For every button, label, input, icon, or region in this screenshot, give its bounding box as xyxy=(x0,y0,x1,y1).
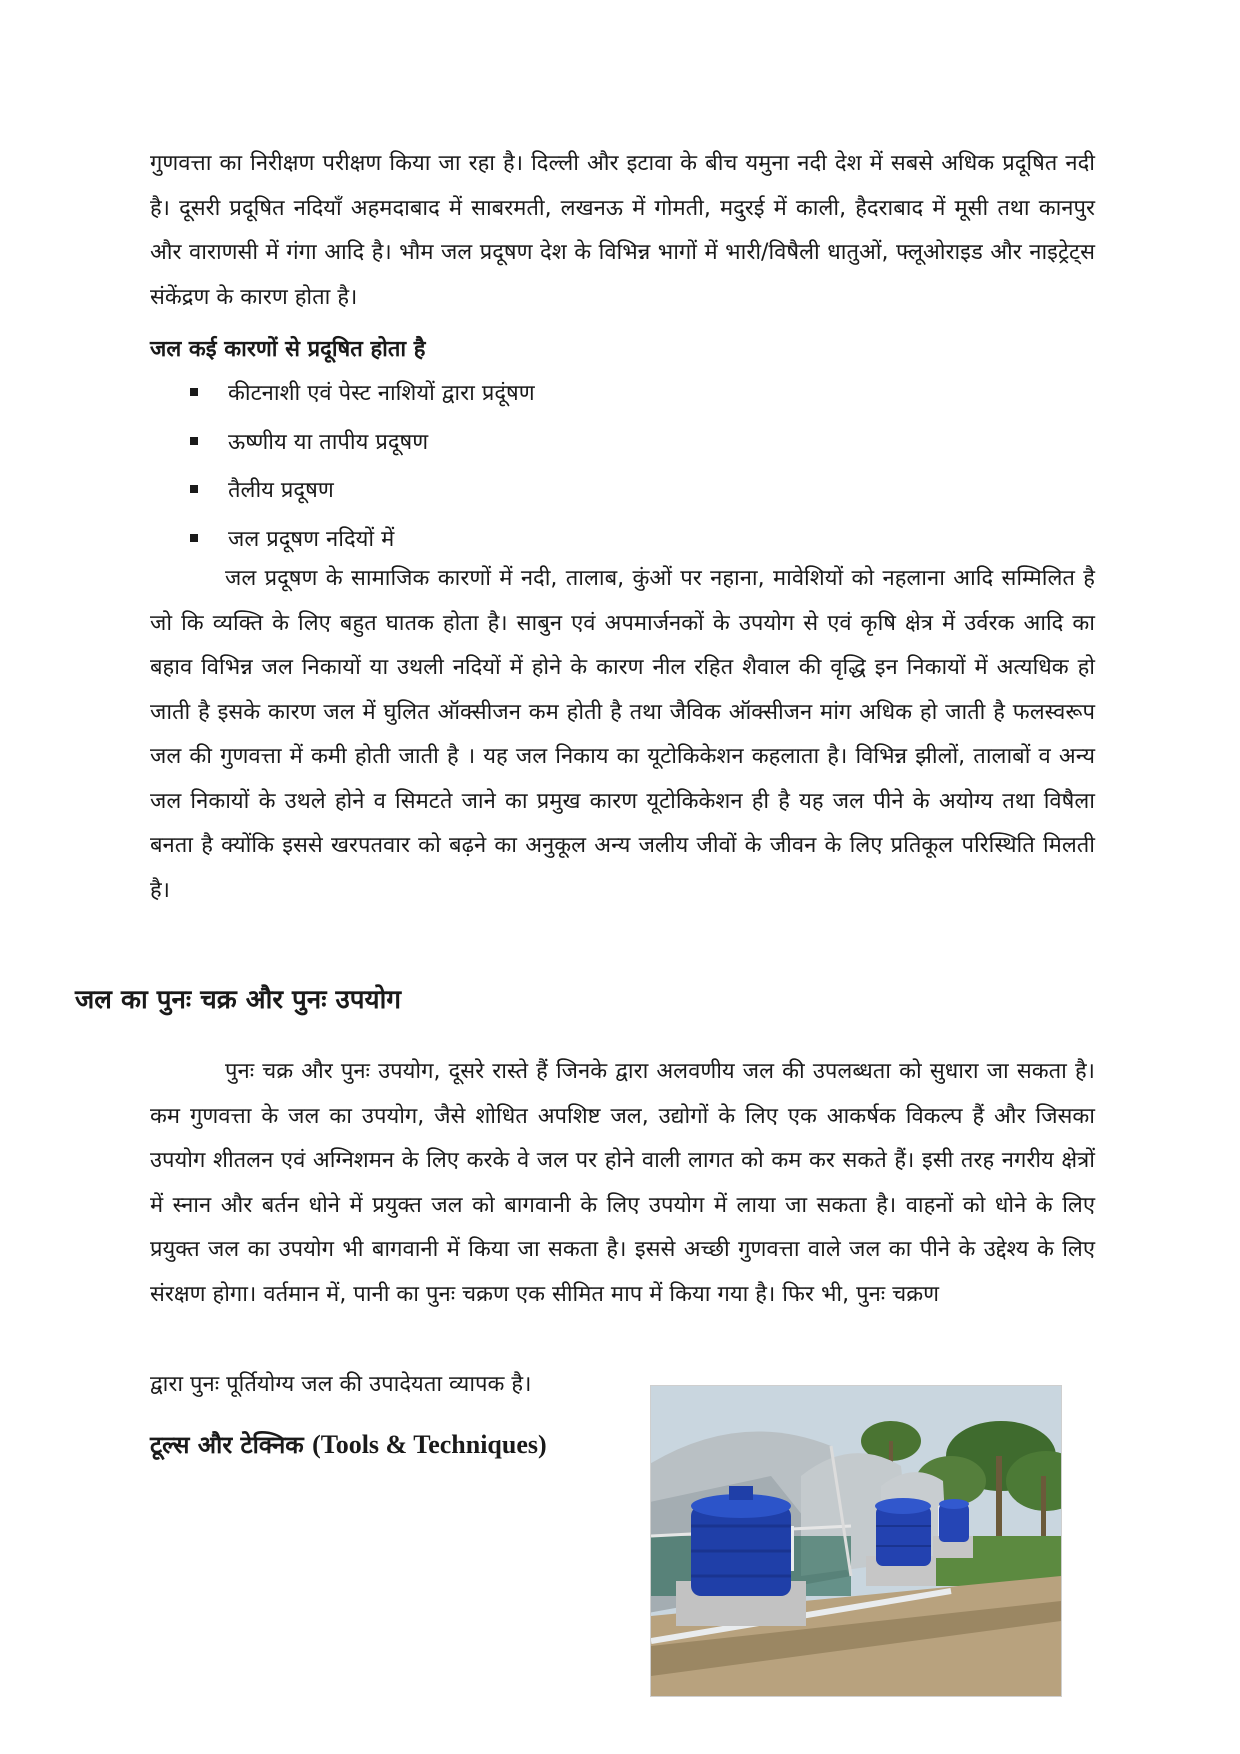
list-item-label: कीटनाशी एवं पेस्ट नाशियों द्वारा प्रदूंषण xyxy=(228,381,535,407)
list-item-label: तैलीय प्रदूषण xyxy=(228,478,334,504)
list-item xyxy=(190,514,535,563)
tools-techniques-heading xyxy=(150,1425,547,1465)
square-bullet-icon xyxy=(190,388,198,396)
square-bullet-icon xyxy=(190,437,198,445)
list-item xyxy=(190,368,535,417)
list-item-label: जल प्रदूषण नदियों में xyxy=(228,526,395,552)
rainwater-tanks-photo xyxy=(650,1385,1062,1697)
section-heading-recycle-reuse: जल का पुनः चक्र और पुनः उपयोग xyxy=(75,985,402,1015)
paragraph-river-pollution: गुणवत्ता का निरीक्षण परीक्षण किया जा रहा है। दिल्ली और इटावा के बीच यमुना नदी देश में सबसे अधिक प्रदूषित नदी है। दूसरी प्रदूषित नदियाँ अहमदाबाद में साबरमती, लखनऊ में गोमती, मदुरई में काली, हैदराबाद में मूसी तथा कानपुर और वाराणसी में गंगा आदि है। भौम जल प्रदूषण देश के विभिन्न भागों में भारी/विषैली धातुओं, फ्लूओराइड और नाइट्रेट्स संकेंद्रण के कारण होता है। xyxy=(150,151,1095,310)
paragraph-recycle-reuse: पुनः चक्र और पुनः उपयोग, दूसरे रास्ते हैं जिनके द्वारा अलवणीय जल की उपलब्धता को सुधारा जा सकता है। कम गुणवत्ता के जल का उपयोग, जैसे शोधित अपशिष्ट जल, उद्योगों के लिए एक आकर्षक विकल्प हैं और जिसका उपयोग शीतलन एवं अग्निशमन के लिए करके वे जल पर होने वाली लागत को कम कर सकते हैं। इसी तरह नगरीय क्षेत्रों में स्नान और बर्तन धोने में प्रयुक्त जल को बागवानी के लिए उपयोग में लाया जा सकता है। वाहनों को धोने के लिए प्रयुक्त जल का उपयोग भी बागवानी में किया जा सकता है। इससे अच्छी गुणवत्ता वाले जल का पीने के उद्देश्य के लिए संरक्षण होगा। वर्तमान में, पानी का पुनः चक्रण एक सीमित माप में किया गया है। फिर भी, पुनः चक्रण xyxy=(150,1059,1095,1307)
list-item xyxy=(190,417,535,466)
list-item-label: ऊष्णीय या तापीय प्रदूषण xyxy=(228,429,429,455)
tools-heading-english: (Tools & Techniques) xyxy=(312,1430,547,1459)
paragraph-recycle-reuse-last-line: द्वारा पुनः पूर्तियोग्य जल की उपादेयता व्यापक है। xyxy=(150,1372,532,1397)
pollution-causes-list xyxy=(190,368,535,562)
square-bullet-icon xyxy=(190,485,198,493)
square-bullet-icon xyxy=(190,534,198,542)
tools-heading-hindi: टूल्स और टेक्निक xyxy=(150,1431,304,1459)
paragraph-social-causes: जल प्रदूषण के सामाजिक कारणों में नदी, तालाब, कुंओं पर नहाना, मावेशियों को नहलाना आदि सम्मिलित है जो कि व्यक्ति के लिए बहुत घातक होता है। साबुन एवं अपमार्जनकों के उपयोग से एवं कृषि क्षेत्र में उर्वरक आदि का बहाव विभिन्न जल निकायों या उथली नदियों में होने के कारण नील रहित शैवाल की वृद्धि इन निकायों में अत्यधिक हो जाती है इसके कारण जल में घुलित ऑक्सीजन कम होती है तथा जैविक ऑक्सीजन मांग अधिक हो जाती है फलस्वरूप जल की गुणवत्ता में कमी होती जाती है । यह जल निकाय का यूटोकिकेशन कहलाता है। विभिन्न झीलों, तालाबों व अन्य जल निकायों के उथले होने व सिमटते जाने का प्रमुख कारण यूटोकिकेशन ही है यह जल पीने के अयोग्य तथा विषैला बनता है क्योंकि इससे खरपतवार को बढ़ने का अनुकूल अन्य जलीय जीवों के जीवन के लिए प्रतिकूल परिस्थिति मिलती है। xyxy=(150,566,1095,903)
rainwater-tanks-illustration xyxy=(651,1386,1061,1696)
water-tank-small xyxy=(939,1504,969,1542)
water-tank-medium xyxy=(876,1506,931,1566)
pollution-causes-heading: जल कई कारणों से प्रदूषित होता है xyxy=(150,337,426,362)
list-item xyxy=(190,465,535,514)
